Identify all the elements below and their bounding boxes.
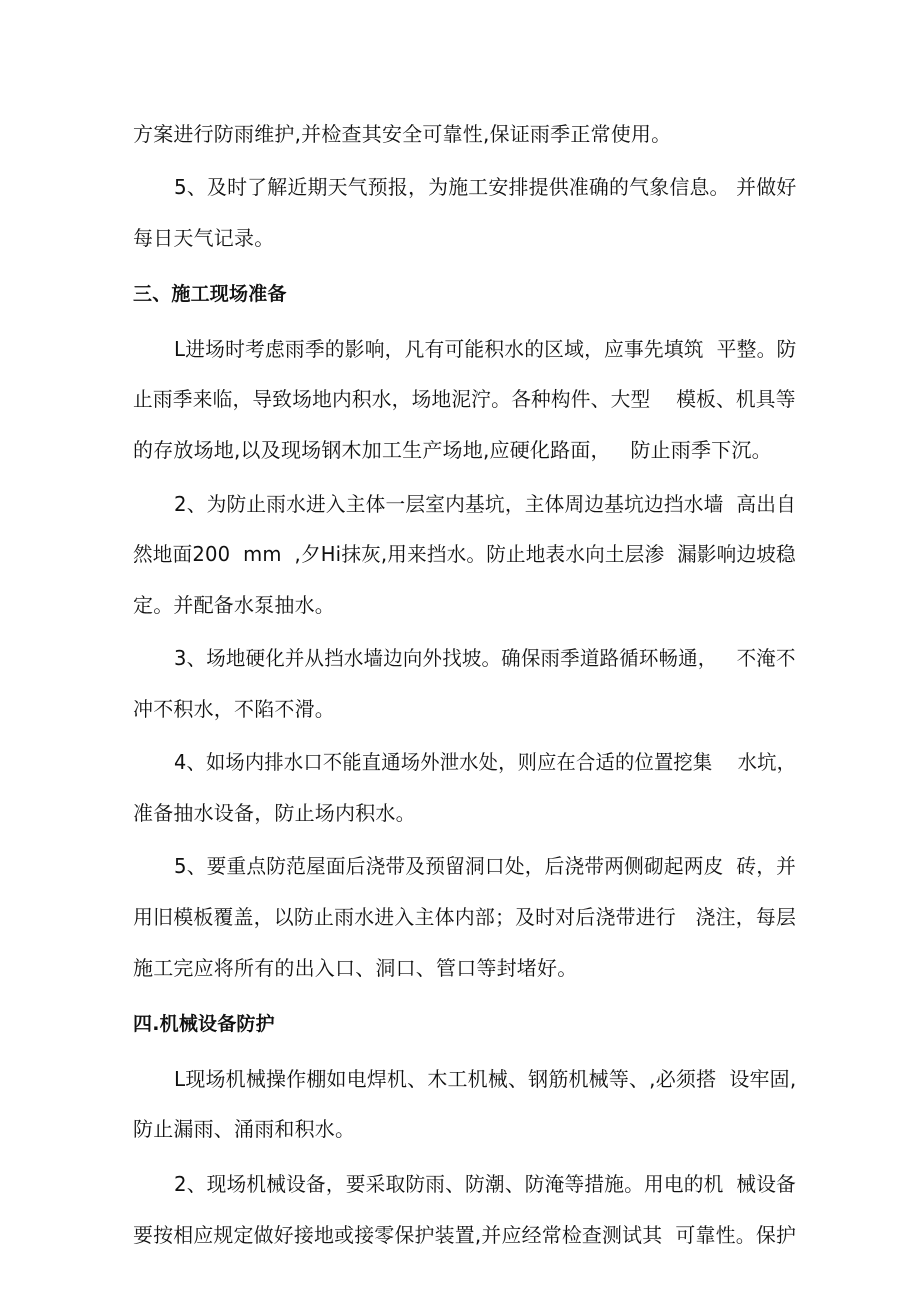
section-3-p2-line-2: 然地面200 mm ,夕Hi抹灰,用来挡水。防止地表水向土层渗 漏影响边坡稳 [133,542,796,566]
section-3-p4-line-2: 准备抽水设备，防止场内积水。 [133,801,416,825]
section-4-heading: 四.机械设备防护 [133,1013,275,1035]
section-3-p5-line-1: 5、要重点防范屋面后浇带及预留洞口处，后浇带两侧砌起两皮 砖，并 [174,854,797,878]
continuation-line: 方案进行防雨维护,并检查其安全可靠性,保证雨季正常使用。 [133,122,672,146]
section-3-p4-line-1: 4、如场内排水口不能直通场外泄水处，则应在合适的位置挖集 水坑， [174,750,797,774]
section-3-p1-line-2: 止雨季来临，导致场地内积水，场地泥泞。各种构件、大型 模板、机具等 [133,387,796,411]
section-3-p1-line-1: L进场时考虑雨季的影响，凡有可能积水的区域，应事先填筑 平整。防 [174,337,797,361]
section-3-p3-line-1: 3、场地硬化并从挡水墙边向外找坡。确保雨季道路循环畅通， 不淹不 [174,646,796,670]
section-4-p1-line-1: L现场机械操作棚如电焊机、木工机械、钢筋机械等、,必须搭 设牢固, [174,1067,797,1091]
section-3-p2-line-3: 定。并配备水泵抽水。 [133,593,335,617]
section-3-p5-line-2: 用旧模板覆盖，以防止雨水进入主体内部；及时对后浇带进行 浇注，每层 [133,905,797,929]
section-4-p2-line-2: 要按相应规定做好接地或接零保护装置,并应经常检查测试其 可靠性。保护 [133,1223,797,1247]
section-4-p1-line-2: 防止漏雨、涌雨和积水。 [133,1117,356,1141]
section-3-p3-line-2: 冲不积水，不陷不滑。 [133,697,335,721]
section-3-p5-line-3: 施工完应将所有的出入口、洞口、管口等封堵好。 [133,956,578,980]
item-5-weather-line-1: 5、及时了解近期天气预报，为施工安排提供准确的气象信息。 并做好 [174,175,797,199]
section-3-p2-line-1: 2、为防止雨水进入主体一层室内基坑，主体周边基坑边挡水墙 高出自 [174,492,797,516]
section-4-p2-line-1: 2、现场机械设备，要采取防雨、防潮、防淹等措施。用电的机 械设备 [174,1172,797,1196]
section-3-heading: 三、施工现场准备 [133,283,287,305]
item-5-weather-line-2: 每日天气记录。 [133,226,275,250]
section-3-p1-line-3: 的存放场地,以及现场钢木加工生产场地,应硬化路面， 防止雨季下沉。 [133,438,772,462]
